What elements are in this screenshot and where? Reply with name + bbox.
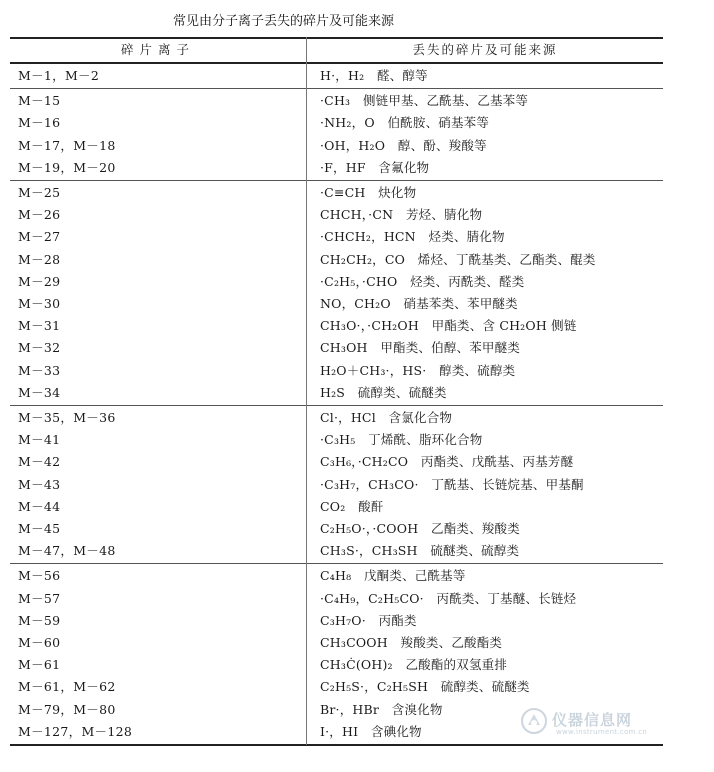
fragment-ion-cell: M－17，M－18: [18, 137, 116, 153]
lost-fragment-cell: C₄H₈ 戊酮类、己酰基等: [320, 568, 466, 584]
fragment-ion-cell: M－61: [18, 657, 61, 673]
table-row: [10, 496, 663, 518]
lost-fragment-cell: ·F，HF 含氟化物: [320, 159, 430, 175]
table-row: [10, 271, 663, 293]
watermark-url: www.instrument.com.cn: [556, 728, 648, 736]
lost-fragment-cell: CH₂CH₂，CO 烯烃、丁酰基类、乙酯类、醌类: [320, 251, 596, 267]
table-row: [10, 135, 663, 157]
fragment-ion-cell: M－47，M－48: [18, 543, 116, 559]
table-row: [10, 610, 663, 632]
lost-fragment-cell: C₂H₅S·，C₂H₅SH 硫醇类、硫醚类: [320, 679, 530, 695]
fragment-ion-cell: M－45: [18, 521, 61, 536]
table-row: [10, 540, 663, 562]
fragment-ion-cell: M－60: [18, 635, 61, 650]
group-separator: [10, 563, 663, 564]
header-lost-fragment-source: 丢失的碎片及可能来源: [412, 42, 558, 57]
group-separator: [10, 88, 663, 89]
header-rule: [10, 62, 663, 64]
fragment-ion-cell: M－43: [18, 476, 61, 492]
lost-fragment-cell: C₃H₆，·CH₂CO 丙酯类、戊酰基、丙基芳醚: [320, 454, 574, 470]
fragment-ion-cell: M－44: [18, 498, 61, 514]
lost-fragment-cell: CH₃COOH 羧酸类、乙酸酯类: [320, 635, 503, 650]
lost-fragment-cell: C₃H₇O· 丙酯类: [320, 612, 417, 628]
table-row: [10, 112, 663, 134]
table-row: [10, 249, 663, 271]
fragment-table: [10, 37, 663, 745]
fragment-ion-cell: M－34: [18, 384, 61, 400]
lost-fragment-cell: H₂O＋CH₃·，HS· 醇类、硫醇类: [320, 362, 516, 378]
lost-fragment-cell: Cl·，HCl 含氯化合物: [320, 410, 453, 425]
lost-fragment-cell: CH₃O·，·CH₂OH 甲酯类、含 CH₂OH 侧链: [320, 318, 577, 334]
lost-fragment-cell: CHCH，·CN 芳烃、腈化物: [320, 207, 483, 223]
table-row: [10, 382, 663, 404]
watermark: [520, 705, 670, 739]
watermark-text: 仪器信息网: [552, 711, 633, 729]
table-row: [10, 518, 663, 540]
table-row: [10, 407, 663, 429]
lost-fragment-cell: NO，CH₂O 硝基苯类、苯甲醚类: [320, 296, 518, 311]
group-separator: [10, 405, 663, 406]
lost-fragment-cell: CO₂ 酸酐: [320, 498, 384, 514]
lost-fragment-cell: ·C≡CH 炔化物: [320, 185, 417, 200]
fragment-ion-cell: M－79，M－80: [18, 701, 116, 717]
table-row: [10, 429, 663, 451]
lost-fragment-cell: ·C₃H₅ 丁烯酰、脂环化合物: [320, 432, 483, 448]
lost-fragment-cell: ·C₂H₅，·CHO 烃类、丙酰类、醛类: [320, 273, 525, 289]
table-row: [10, 226, 663, 248]
lost-fragment-cell: CH₃OH 甲酯类、伯醇、苯甲醚类: [320, 340, 521, 356]
lost-fragment-cell: Br·，HBr 含溴化物: [320, 701, 443, 717]
fragment-ion-cell: M－35，M－36: [18, 410, 116, 425]
lost-fragment-cell: CH₃Ċ(OH)₂ 乙酸酯的双氢重排: [320, 657, 508, 673]
table-top-rule: [10, 37, 663, 39]
table-row: [10, 315, 663, 337]
table-row: [10, 474, 663, 496]
fragment-ion-cell: M－59: [18, 612, 61, 628]
instrument-logo-icon: [520, 707, 548, 735]
fragment-ion-cell: M－29: [18, 273, 61, 289]
lost-fragment-cell: ·C₃H₇，CH₃CO· 丁酰基、长链烷基、甲基酮: [320, 476, 584, 492]
page-title: 常见由分子离子丢失的碎片及可能来源: [173, 14, 395, 29]
table-row: [10, 182, 663, 204]
fragment-ion-cell: M－32: [18, 340, 61, 356]
lost-fragment-cell: ·NH₂，O 伯酰胺、硝基苯等: [320, 115, 490, 131]
table-row: [10, 65, 663, 87]
table-header: [10, 39, 663, 61]
fragment-ion-cell: M－42: [18, 454, 61, 470]
lost-fragment-cell: ·C₄H₉，C₂H₅CO· 丙酰类、丁基醚、长链烃: [320, 590, 577, 606]
fragment-ion-cell: M－31: [18, 318, 61, 334]
table-row: [10, 360, 663, 382]
fragment-ion-cell: M－57: [18, 590, 61, 606]
lost-fragment-cell: C₂H₅O·，·COOH 乙酯类、羧酸类: [320, 521, 520, 536]
fragment-ion-cell: M－61，M－62: [18, 679, 116, 695]
fragment-ion-cell: M－27: [18, 229, 61, 245]
header-fragment-ion: 碎片离子: [120, 42, 195, 57]
table-row: [10, 588, 663, 610]
fragment-ion-cell: M－41: [18, 432, 61, 448]
fragment-ion-cell: M－15: [18, 93, 61, 109]
fragment-ion-cell: M－127，M－128: [18, 723, 133, 739]
lost-fragment-cell: CH₃S·，CH₃SH 硫醚类、硫醇类: [320, 543, 520, 559]
table-row: [10, 90, 663, 112]
fragment-ion-cell: M－1，M－2: [18, 68, 100, 83]
lost-fragment-cell: H·，H₂ 醛、醇等: [320, 68, 428, 83]
fragment-ion-cell: M－25: [18, 185, 61, 200]
column-divider: [306, 37, 307, 745]
table-row: [10, 204, 663, 226]
lost-fragment-cell: I·，HI 含碘化物: [320, 723, 422, 739]
table-row: [10, 565, 663, 587]
table-row: [10, 654, 663, 676]
table-row: [10, 337, 663, 359]
fragment-ion-cell: M－26: [18, 207, 61, 223]
fragment-ion-cell: M－16: [18, 115, 61, 131]
fragment-ion-cell: M－30: [18, 296, 61, 311]
table-row: [10, 451, 663, 473]
group-separator: [10, 180, 663, 181]
fragment-ion-cell: M－33: [18, 362, 61, 378]
fragment-ion-cell: M－28: [18, 251, 61, 267]
fragment-ion-cell: M－19，M－20: [18, 159, 116, 175]
lost-fragment-cell: ·OH，H₂O 醇、酚、羧酸等: [320, 137, 487, 153]
lost-fragment-cell: ·CHCH₂，HCN 烃类、腈化物: [320, 229, 505, 245]
table-row: [10, 676, 663, 698]
table-bottom-rule: [10, 744, 663, 746]
table-row: [10, 632, 663, 654]
fragment-ion-cell: M－56: [18, 568, 61, 584]
table-row: [10, 157, 663, 179]
table-row: [10, 293, 663, 315]
lost-fragment-cell: H₂S 硫醇类、硫醚类: [320, 384, 447, 400]
lost-fragment-cell: ·CH₃ 侧链甲基、乙酰基、乙基苯等: [320, 93, 529, 109]
